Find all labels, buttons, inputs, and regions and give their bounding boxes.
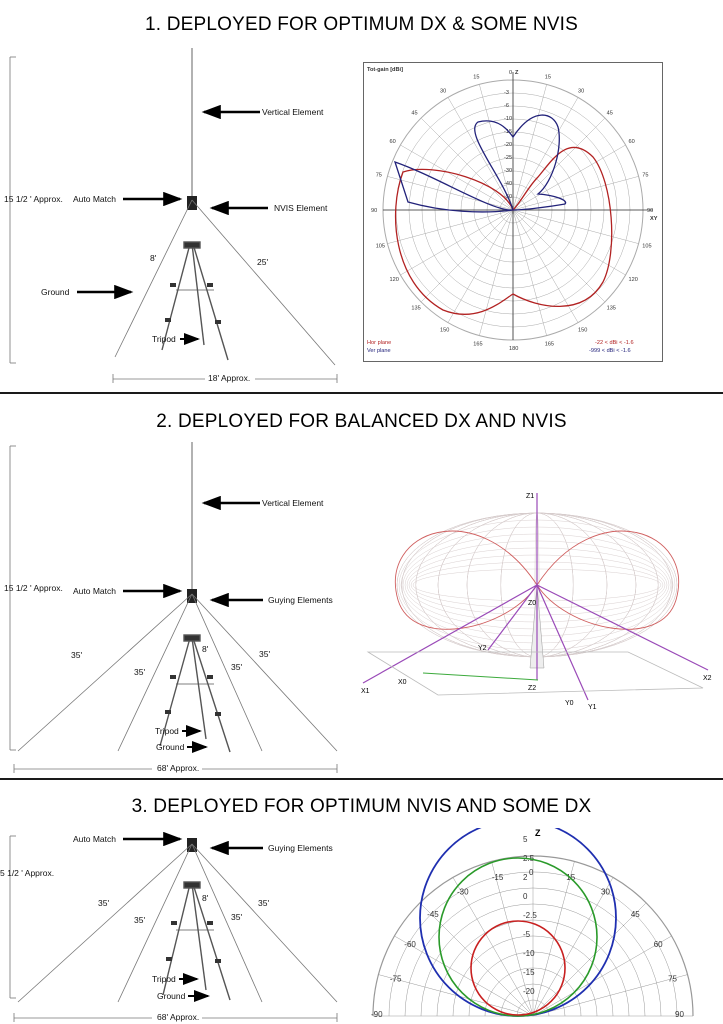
axis-x1-label: X1 (361, 688, 370, 695)
angle-tick-label: 90 (371, 208, 378, 214)
axis-y2-label: Y2 (478, 645, 487, 652)
radial-tick-label: -2.5 (523, 911, 537, 920)
angle-tick-label: -75 (389, 974, 402, 984)
ground-label: Ground (41, 287, 70, 297)
axis-x2-label: X2 (703, 675, 712, 682)
vertical-element-label: Vertical Element (262, 107, 324, 117)
tripod-label: Tripod (152, 974, 176, 984)
angle-tick-label: 30 (601, 887, 610, 897)
guying-elements-label: Guying Elements (268, 843, 333, 853)
angle-tick-label: 180 (509, 346, 519, 352)
angle-tick-label: 45 (411, 110, 418, 117)
length-long-label: 35' (231, 912, 243, 922)
radial-tick-label: -50 (504, 194, 513, 200)
tripod-label: Tripod (152, 334, 176, 344)
angle-tick-label: -15 (491, 872, 504, 882)
antenna-diagram-3 (0, 780, 345, 1024)
radial-tick-label: 2 (523, 873, 528, 882)
section-optimum-nvis (0, 780, 723, 1024)
angle-tick-label: 150 (440, 327, 450, 334)
radial-tick-label: -20 (523, 987, 535, 996)
radiation-pattern-3d (358, 490, 718, 750)
length-long-label: 35' (134, 915, 146, 925)
tripod-label: Tripod (155, 726, 179, 736)
angle-tick-label: 15 (473, 74, 480, 81)
angle-tick-label: 165 (473, 341, 483, 348)
angle-tick-label: 150 (578, 327, 588, 334)
polar-gain-plot (363, 62, 663, 362)
height-label: 5 1/2 ' Approx. (0, 868, 55, 878)
radial-tick-label: -10 (504, 116, 513, 122)
radial-tick-label: -20 (504, 142, 513, 148)
angle-tick-label: 135 (606, 305, 616, 312)
span-label: 18' Approx. (208, 373, 251, 383)
radial-tick-label: -5 (523, 930, 531, 939)
angle-tick-label: -45 (427, 910, 439, 920)
section-title: 3. DEPLOYED FOR OPTIMUM NVIS AND SOME DX (131, 796, 592, 817)
angle-tick-label: 15 (566, 872, 576, 882)
polar-half-plot (363, 828, 703, 1018)
auto-match-label: Auto Match (73, 834, 116, 844)
angle-tick-label: -60 (404, 940, 416, 949)
axis-xy-label: XY (650, 216, 658, 222)
angle-tick-label: -30 (457, 887, 469, 897)
angle-tick-label: 60 (653, 940, 663, 949)
vertical-element-label: Vertical Element (262, 498, 324, 508)
green-pattern (439, 858, 597, 1016)
axes-3d (363, 493, 708, 700)
legend-hor-value: -22 < dBi < -1.6 (595, 340, 634, 346)
auto-match-unit (187, 838, 197, 852)
span-label: 68' Approx. (157, 1012, 200, 1022)
length-short-label: 8' (202, 893, 209, 903)
angle-tick-label: 90 (675, 1010, 684, 1018)
angle-tick-label: 75 (375, 172, 382, 179)
axis-y0-label: Y0 (565, 700, 574, 707)
ground-label: Ground (156, 742, 185, 752)
radial-tick-label: 2.5 (523, 854, 535, 863)
height-label: 15 1/2 ' Approx. (4, 194, 63, 204)
radial-tick-label: -15 (523, 968, 535, 977)
angle-tick-label: 135 (411, 305, 421, 312)
height-label: 15 1/2 ' Approx. (4, 583, 63, 593)
antenna-diagram-1 (0, 0, 345, 392)
section-balanced (0, 394, 723, 778)
ground-label: Ground (157, 991, 186, 1001)
angle-tick-label: 90 (647, 208, 654, 214)
axis-z1-label: Z1 (526, 493, 535, 500)
length-short-label: 8' (150, 253, 157, 263)
radial-tick-label: 5 (523, 835, 528, 844)
length-long-label: 35' (258, 898, 270, 908)
length-long-label: 35' (134, 667, 146, 677)
section-title: 1. DEPLOYED FOR OPTIMUM DX & SOME NVIS (144, 14, 579, 35)
length-long-label: 35' (98, 898, 110, 908)
radial-tick-label: -3 (504, 90, 509, 96)
angle-tick-label: 0 (509, 70, 513, 76)
axis-z2-label: Z2 (528, 685, 537, 692)
length-short-label: 8' (202, 644, 209, 654)
angle-tick-label: 60 (628, 139, 635, 145)
length-long-label: 25' (257, 257, 269, 267)
axis-z0-label: Z0 (528, 600, 537, 607)
radial-tick-label: -25 (504, 155, 513, 161)
angle-tick-label: 0 (529, 868, 534, 877)
section-optimum-dx (0, 0, 723, 392)
radial-tick-label: -10 (523, 949, 535, 958)
angle-tick-label: 60 (389, 139, 396, 145)
nvis-element-label: NVIS Element (274, 203, 328, 213)
guying-elements-label: Guying Elements (268, 595, 333, 605)
length-long-label: 35' (231, 662, 243, 672)
radial-tick-label: -6 (504, 103, 509, 109)
axis-z-label: Z (515, 70, 519, 76)
span-label: 68' Approx. (157, 763, 200, 773)
auto-match-label: Auto Match (73, 194, 116, 204)
section-title: 2. DEPLOYED FOR BALANCED DX AND NVIS (156, 411, 567, 432)
angle-tick-label: 105 (375, 243, 386, 250)
angle-tick-label: 45 (606, 110, 613, 117)
length-long-label: 35' (71, 650, 83, 660)
angle-tick-label: 120 (389, 277, 399, 283)
angle-tick-label: 75 (668, 974, 677, 984)
radial-tick-label: -40 (504, 181, 513, 187)
auto-match-label: Auto Match (73, 586, 116, 596)
radial-tick-label: -15 (504, 129, 513, 135)
axis-y1-label: Y1 (588, 704, 597, 711)
angle-tick-label: 105 (642, 243, 652, 250)
axis-z-label: Z (535, 828, 541, 838)
angle-tick-label: 30 (440, 88, 447, 95)
angle-tick-label: 120 (628, 277, 638, 283)
angle-tick-label: 45 (630, 910, 640, 920)
antenna-diagram-2 (0, 394, 345, 778)
plot-title: Tot-gain [dBi] (367, 67, 403, 73)
angle-tick-label: 75 (642, 172, 649, 179)
legend-hor-plane: Hor plane (367, 340, 392, 346)
angle-tick-label: 30 (578, 88, 585, 95)
legend-ver-plane: Ver plane (367, 348, 391, 354)
length-long-label: 35' (259, 649, 271, 659)
axis-x0-label: X0 (398, 679, 407, 686)
angle-tick-label: 165 (544, 341, 555, 348)
legend-ver-value: -999 < dBi < -1.6 (589, 348, 631, 354)
radial-tick-label: -30 (504, 168, 513, 174)
angle-tick-label: 15 (544, 74, 551, 81)
radial-tick-label: 0 (523, 892, 528, 901)
angle-tick-label: -90 (371, 1010, 383, 1018)
